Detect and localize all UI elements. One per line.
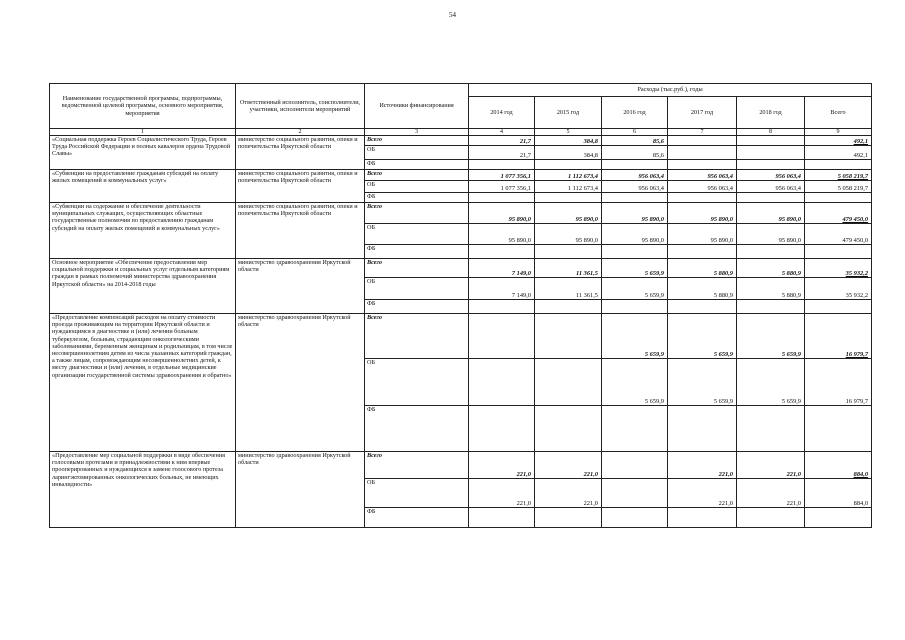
row-executor-cell: министерство здравоохранения Иркутской области	[236, 314, 365, 452]
value-cell: 95 890,0	[469, 203, 535, 224]
value-cell	[805, 508, 872, 528]
value-cell	[668, 300, 737, 314]
value-cell	[737, 160, 805, 170]
value-cell: 221,0	[469, 452, 535, 479]
value-cell	[602, 508, 668, 528]
value-cell: 16 979,7	[805, 359, 872, 406]
source-cell: Всего	[365, 452, 469, 479]
column-numbers-row	[50, 129, 872, 136]
value-cell: 5 058 219,7	[805, 170, 872, 181]
value-cell: 221,0	[737, 452, 805, 479]
table-row	[50, 203, 872, 224]
source-cell: ФБ	[365, 245, 469, 259]
value-cell: 95 890,0	[737, 224, 805, 245]
value-cell	[535, 406, 602, 452]
source-cell: Всего	[365, 203, 469, 224]
value-cell: 479 450,0	[805, 203, 872, 224]
value-cell	[469, 359, 535, 406]
page-number: 54	[449, 11, 456, 19]
row-name-cell: «Социальная поддержка Героев Социалистического Труда, Героев Труда Российской Федерации и полных кавалеров ордена Трудовой Славы»	[50, 136, 236, 170]
value-cell	[805, 193, 872, 203]
value-cell: 35 932,2	[805, 259, 872, 278]
value-cell: 5 880,9	[737, 278, 805, 300]
source-cell: ФБ	[365, 300, 469, 314]
table-row	[50, 452, 872, 479]
header-year: 2018 год	[737, 97, 805, 129]
value-cell	[469, 314, 535, 359]
value-cell: 1 112 673,4	[535, 181, 602, 193]
header-name: Наименование государственной программы, подпрограммы, ведомственной целевой программы, основного мероприятия, мероприятия	[50, 84, 236, 129]
value-cell	[737, 146, 805, 160]
source-cell: ОБ	[365, 359, 469, 406]
source-cell: ОБ	[365, 181, 469, 193]
value-cell: 5 659,9	[602, 314, 668, 359]
source-cell: ОБ	[365, 479, 469, 508]
value-cell	[805, 160, 872, 170]
value-cell	[602, 193, 668, 203]
source-cell: Всего	[365, 136, 469, 146]
value-cell: 11 361,5	[535, 278, 602, 300]
value-cell: 221,0	[469, 479, 535, 508]
value-cell: 5 659,9	[668, 359, 737, 406]
value-cell: 221,0	[737, 479, 805, 508]
budget-table	[49, 83, 872, 528]
value-cell	[535, 245, 602, 259]
value-cell	[602, 479, 668, 508]
value-cell: 221,0	[535, 452, 602, 479]
value-cell: 479 450,0	[805, 224, 872, 245]
row-name-cell: «Предоставление компенсаций расходов на оплату стоимости проезда проживающим на территории Иркутской области и нуждающимся в диагностике и (или) лечении больным туберкулезом, больным, страдающим онкологическими заболеваниями, беременным женщинам и родильницам, в том числе несовершеннолетним детям из числа указанных категорий граждан, а также лицам, сопровождающим несовершеннолетних детей, к месту диагностики и (или) лечения, в отдельные медицинские организации государственной системы здравоохранения и обратно»	[50, 314, 236, 452]
column-number: 5	[535, 129, 602, 136]
value-cell: 85,6	[602, 136, 668, 146]
value-cell: 492,1	[805, 146, 872, 160]
value-cell: 384,8	[535, 136, 602, 146]
value-cell: 5 659,9	[602, 278, 668, 300]
value-cell: 5 659,9	[602, 259, 668, 278]
value-cell: 221,0	[668, 479, 737, 508]
value-cell: 5 659,9	[602, 359, 668, 406]
table-body	[50, 136, 872, 528]
value-cell	[602, 245, 668, 259]
value-cell: 956 063,4	[602, 181, 668, 193]
value-cell	[668, 136, 737, 146]
value-cell: 7 149,0	[469, 278, 535, 300]
value-cell: 85,6	[602, 146, 668, 160]
header-expenses: Расходы (тыс.руб.), годы	[469, 84, 872, 97]
row-executor-cell: министерство социального развития, опеки и попечительства Иркутской области	[236, 203, 365, 259]
value-cell	[668, 406, 737, 452]
value-cell	[469, 300, 535, 314]
column-number: 6	[602, 129, 668, 136]
value-cell: 95 890,0	[602, 224, 668, 245]
value-cell	[805, 245, 872, 259]
value-cell	[737, 193, 805, 203]
column-number: 8	[737, 129, 805, 136]
value-cell: 95 890,0	[535, 203, 602, 224]
value-cell: 5 659,9	[737, 314, 805, 359]
row-name-cell: Основное мероприятие «Обеспечение предоставления мер социальной поддержки и социальных услуг отдельным категориям граждан в рамках полномочий министерства здравоохранения Иркутской области» на 2014-2018 годы	[50, 259, 236, 314]
value-cell: 221,0	[668, 452, 737, 479]
value-cell	[469, 245, 535, 259]
source-cell: Всего	[365, 259, 469, 278]
column-number: 7	[668, 129, 737, 136]
value-cell	[805, 406, 872, 452]
value-cell: 35 932,2	[805, 278, 872, 300]
value-cell: 5 659,9	[737, 359, 805, 406]
value-cell	[469, 160, 535, 170]
value-cell: 956 063,4	[737, 181, 805, 193]
table-row	[50, 259, 872, 278]
value-cell	[469, 406, 535, 452]
value-cell	[668, 193, 737, 203]
value-cell: 956 063,4	[602, 170, 668, 181]
value-cell	[737, 300, 805, 314]
value-cell: 884,0	[805, 479, 872, 508]
table-row	[50, 136, 872, 146]
value-cell: 21,7	[469, 136, 535, 146]
value-cell: 884,0	[805, 452, 872, 479]
value-cell: 492,1	[805, 136, 872, 146]
value-cell	[805, 300, 872, 314]
value-cell	[535, 300, 602, 314]
value-cell: 95 890,0	[602, 203, 668, 224]
value-cell	[668, 146, 737, 160]
value-cell	[668, 160, 737, 170]
value-cell	[602, 452, 668, 479]
value-cell: 95 890,0	[668, 224, 737, 245]
value-cell	[469, 508, 535, 528]
source-cell: ОБ	[365, 146, 469, 160]
value-cell	[737, 245, 805, 259]
source-cell: Всего	[365, 170, 469, 181]
row-name-cell: «Субвенции на содержание и обеспечение деятельности муниципальных служащих, осуществляющих областные государственные полномочия по предоставлению гражданам субсидий на оплату жилых помещений и коммунальных услуг»	[50, 203, 236, 259]
value-cell	[668, 508, 737, 528]
column-number: 4	[469, 129, 535, 136]
value-cell	[535, 193, 602, 203]
value-cell: 5 880,9	[737, 259, 805, 278]
row-name-cell: «Субвенции на предоставление гражданам субсидий на оплату жилых помещений и коммунальных услуг»	[50, 170, 236, 203]
column-number: 2	[236, 129, 365, 136]
column-number: 9	[805, 129, 872, 136]
column-number: 3	[365, 129, 469, 136]
value-cell	[737, 136, 805, 146]
value-cell: 95 890,0	[469, 224, 535, 245]
value-cell: 95 890,0	[737, 203, 805, 224]
header-year: 2014 год	[469, 97, 535, 129]
header-total: Всего	[805, 97, 872, 129]
header-year: 2015 год	[535, 97, 602, 129]
value-cell	[602, 160, 668, 170]
source-cell: ФБ	[365, 160, 469, 170]
value-cell: 7 149,0	[469, 259, 535, 278]
row-executor-cell: министерство здравоохранения Иркутской области	[236, 259, 365, 314]
row-name-cell: «Предоставление мер социальной поддержки в виде обеспечения голосовыми протезами и принадлежностями к ним впервые прооперированных и нуждающихся в замене голосового протеза ларингэктомированных онкологических больных, не имеющих инвалидности»	[50, 452, 236, 528]
column-number: 1	[50, 129, 236, 136]
value-cell: 16 979,7	[805, 314, 872, 359]
row-executor-cell: министерство социального развития, опеки и попечительства Иркутской области	[236, 170, 365, 203]
value-cell	[535, 359, 602, 406]
value-cell: 11 361,5	[535, 259, 602, 278]
value-cell: 21,7	[469, 146, 535, 160]
value-cell: 956 063,4	[668, 170, 737, 181]
value-cell: 384,8	[535, 146, 602, 160]
value-cell: 5 058 219,7	[805, 181, 872, 193]
header-year: 2016 год	[602, 97, 668, 129]
source-cell: ОБ	[365, 224, 469, 245]
value-cell	[535, 314, 602, 359]
value-cell	[469, 193, 535, 203]
value-cell	[668, 245, 737, 259]
value-cell: 956 063,4	[737, 170, 805, 181]
value-cell: 5 880,9	[668, 278, 737, 300]
header-source: Источники финансирования	[365, 84, 469, 129]
value-cell: 5 880,9	[668, 259, 737, 278]
value-cell: 95 890,0	[535, 224, 602, 245]
value-cell	[602, 300, 668, 314]
source-cell: ФБ	[365, 508, 469, 528]
value-cell	[602, 406, 668, 452]
value-cell: 221,0	[535, 479, 602, 508]
source-cell: ФБ	[365, 193, 469, 203]
value-cell	[535, 160, 602, 170]
header-year: 2017 год	[668, 97, 737, 129]
value-cell: 1 112 673,4	[535, 170, 602, 181]
row-executor-cell: министерство социального развития, опеки и попечительства Иркутской области	[236, 136, 365, 170]
source-cell: ФБ	[365, 406, 469, 452]
source-cell: Всего	[365, 314, 469, 359]
value-cell: 956 063,4	[668, 181, 737, 193]
value-cell: 1 077 356,1	[469, 181, 535, 193]
table-row	[50, 170, 872, 181]
header-executor: Ответственный исполнитель, соисполнители, участники, исполнители мероприятий	[236, 84, 365, 129]
value-cell	[737, 508, 805, 528]
table-row	[50, 314, 872, 359]
value-cell: 1 077 356,1	[469, 170, 535, 181]
value-cell: 95 890,0	[668, 203, 737, 224]
value-cell	[535, 508, 602, 528]
value-cell	[737, 406, 805, 452]
row-executor-cell: министерство здравоохранения Иркутской области	[236, 452, 365, 528]
source-cell: ОБ	[365, 278, 469, 300]
value-cell: 5 659,9	[668, 314, 737, 359]
